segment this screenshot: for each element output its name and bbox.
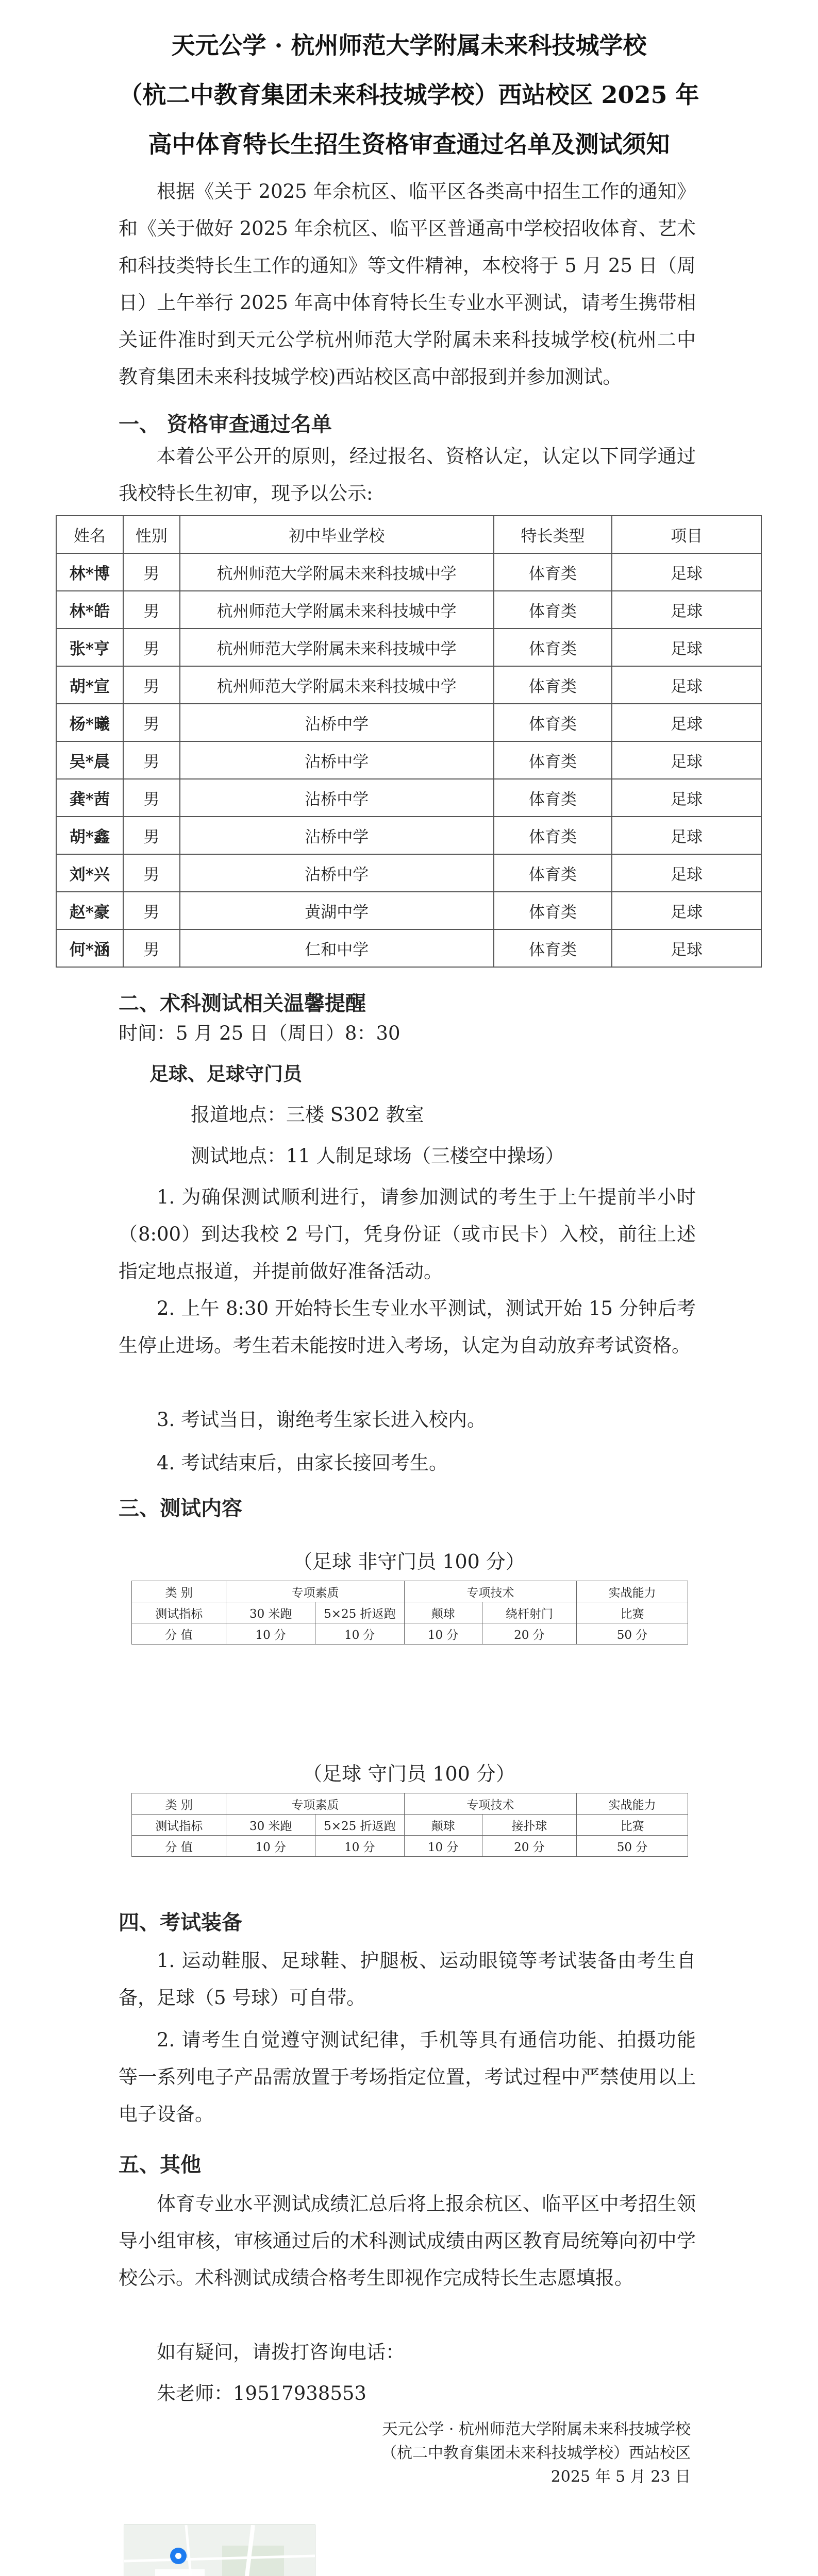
score-table-1-caption: （足球 非守门员 100 分）: [293, 1550, 525, 1573]
table-cell: 胡*鑫: [56, 817, 123, 854]
location-map: [124, 2524, 315, 2576]
note-1: 1. 为确保测试顺利进行，请参加测试的考生于上午提前半小时（8:00）到达我校 2 号门，凭身份证（或市民卡）入校，前往上述指定地点报道，并提前做好准备活动。: [119, 1186, 696, 1282]
table-cell: 体育类: [494, 704, 612, 741]
title-line-2: （杭二中教育集团未来科技城学校）西站校区 2025 年: [119, 81, 699, 109]
table-row: [56, 629, 761, 666]
table-cell: 足球: [612, 892, 761, 929]
score-cell: 分 值: [132, 1623, 226, 1645]
table-cell: 黄湖中学: [180, 892, 494, 929]
table-row: [56, 741, 761, 779]
test-time: 时间：5 月 25 日（周日）8：30: [119, 1022, 400, 1044]
section-2-heading: 二、术科测试相关温馨提醒: [119, 991, 366, 1015]
score-cell: 颠球: [404, 1815, 482, 1836]
contact-phone: 朱老师：19517938553: [157, 2382, 366, 2404]
table-cell: 男: [123, 779, 180, 817]
score-cell: 30 米跑: [226, 1602, 315, 1623]
table-cell: 杭州师范大学附属未来科技城中学: [180, 666, 494, 704]
table-row: [56, 591, 761, 629]
table-row: [56, 817, 761, 854]
contact-intro: 如有疑问，请拨打咨询电话：: [157, 2341, 405, 2363]
table-cell: 足球: [612, 553, 761, 591]
score-table-2-caption: （足球 守门员 100 分）: [303, 1762, 515, 1785]
table-cell: 沾桥中学: [180, 704, 494, 741]
section-4-heading: 四、考试装备: [119, 1910, 242, 1935]
table-cell: 杭州师范大学附属未来科技城中学: [180, 591, 494, 629]
score-cell: 20 分: [482, 1623, 576, 1645]
map-block: [222, 2546, 284, 2576]
table-cell: 沾桥中学: [180, 817, 494, 854]
intro-paragraph: 根据《关于 2025 年余杭区、临平区各类高中招生工作的通知》和《关于做好 2025 年余杭区、临平区普通高中学校招收体育、艺术和科技类特长生工作的通知》等文件精神，本校将于 5 月 25 日（周日）上午举行 2025 年高中体育特长生专业水平测试，请考生携带相关证件准时到天元公学杭州师范大学附属未来科技城学校(杭州二中教育集团未来科技城学校)西站校区高中部报到并参加测试。: [119, 180, 696, 388]
score-cell: 10 分: [315, 1623, 405, 1645]
table-cell: 男: [123, 854, 180, 892]
score-cell: 10 分: [404, 1623, 482, 1645]
score-cell: 比赛: [577, 1602, 688, 1623]
test-place: 测试地点：11 人制足球场（三楼空中操场）: [191, 1145, 564, 1167]
table-cell: 足球: [612, 779, 761, 817]
equipment-item-1: 1. 运动鞋服、足球鞋、护腿板、运动眼镜等考试装备由考生自备，足球（5 号球）可自带。: [119, 1950, 696, 2009]
table-row: [56, 929, 761, 967]
table-cell: 胡*宣: [56, 666, 123, 704]
score-cell: 类 别: [132, 1581, 226, 1602]
table-cell: 足球: [612, 929, 761, 967]
score-cell: 比赛: [577, 1815, 688, 1836]
table-cell: 杭州师范大学附属未来科技城中学: [180, 629, 494, 666]
table-cell: 体育类: [494, 854, 612, 892]
score-cell: 10 分: [226, 1836, 315, 1857]
section-5-heading: 五、其他: [119, 2153, 201, 2177]
map-pin-dot: [175, 2553, 181, 2559]
table-cell: 吴*晨: [56, 741, 123, 779]
table-cell: 赵*豪: [56, 892, 123, 929]
table-cell: 足球: [612, 817, 761, 854]
score-cell: 专项素质: [226, 1581, 404, 1602]
table-cell: 刘*兴: [56, 854, 123, 892]
signature-date: 2025 年 5 月 23 日: [550, 2468, 691, 2486]
equipment-item-2: 2. 请考生自觉遵守测试纪律，手机等具有通信功能、拍摄功能等一系列电子产品需放置于考场指定位置，考试过程中严禁使用以上电子设备。: [119, 2029, 696, 2125]
table-row: [56, 854, 761, 892]
column-header: 特长类型: [494, 516, 612, 553]
table-cell: 体育类: [494, 629, 612, 666]
table-cell: 体育类: [494, 591, 612, 629]
table-cell: 男: [123, 817, 180, 854]
score-cell: 专项技术: [404, 1793, 576, 1815]
roster-header: [56, 516, 761, 553]
table-cell: 杨*曦: [56, 704, 123, 741]
table-cell: 林*博: [56, 553, 123, 591]
score-cell: 测试指标: [132, 1815, 226, 1836]
table-cell: 体育类: [494, 929, 612, 967]
table-cell: 足球: [612, 854, 761, 892]
score-cell: 5×25 折返跑: [315, 1815, 405, 1836]
score-cell: 20 分: [482, 1836, 576, 1857]
table-cell: 林*皓: [56, 591, 123, 629]
table-cell: 足球: [612, 666, 761, 704]
note-3: 3. 考试当日，谢绝考生家长进入校内。: [157, 1409, 487, 1431]
table-cell: 男: [123, 741, 180, 779]
score-cell: 10 分: [315, 1836, 405, 1857]
section-3-heading: 三、测试内容: [119, 1496, 242, 1520]
table-cell: 何*涵: [56, 929, 123, 967]
score-cell: 50 分: [577, 1623, 688, 1645]
table-cell: 足球: [612, 741, 761, 779]
note-2: 2. 上午 8:30 开始特长生专业水平测试，测试开始 15 分钟后考生停止进场。考生若未能按时进入考场，认定为自动放弃考试资格。: [119, 1297, 696, 1357]
score-cell: 专项素质: [226, 1793, 404, 1815]
table-cell: 体育类: [494, 553, 612, 591]
title-line-3: 高中体育特长生招生资格审查通过名单及测试须知: [148, 130, 670, 158]
table-cell: 杭州师范大学附属未来科技城中学: [180, 553, 494, 591]
table-cell: 沾桥中学: [180, 854, 494, 892]
table-row: [56, 666, 761, 704]
score-cell: 实战能力: [577, 1793, 688, 1815]
section-1-intro: 本着公平公开的原则，经过报名、资格认定，认定以下同学通过我校特长生初审，现予以公示:: [119, 445, 696, 504]
column-header: 姓名: [56, 516, 123, 553]
table-cell: 男: [123, 929, 180, 967]
table-cell: 龚*茜: [56, 779, 123, 817]
table-cell: 体育类: [494, 666, 612, 704]
score-cell: 50 分: [577, 1836, 688, 1857]
table-cell: 男: [123, 629, 180, 666]
score-table-goalkeeper: [131, 1793, 688, 1857]
score-cell: 绕杆射门: [482, 1602, 576, 1623]
section-1-heading: 一、 资格审查通过名单: [119, 412, 332, 436]
score-cell: 类 别: [132, 1793, 226, 1815]
map-label-box: [155, 2569, 205, 2576]
table-cell: 沾桥中学: [180, 741, 494, 779]
score-cell: 10 分: [404, 1836, 482, 1857]
table-cell: 男: [123, 666, 180, 704]
score-cell: 实战能力: [577, 1581, 688, 1602]
score-cell: 接扑球: [482, 1815, 576, 1836]
score-cell: 5×25 折返跑: [315, 1602, 405, 1623]
table-cell: 足球: [612, 591, 761, 629]
table-cell: 体育类: [494, 741, 612, 779]
table-cell: 男: [123, 892, 180, 929]
table-cell: 沾桥中学: [180, 779, 494, 817]
signature-line-1: 天元公学 · 杭州师范大学附属未来科技城学校: [382, 2420, 691, 2438]
score-table-non-goalkeeper: [131, 1581, 688, 1645]
map-graphic: [124, 2525, 315, 2576]
table-row: [56, 779, 761, 817]
table-cell: 体育类: [494, 892, 612, 929]
table-row: [56, 892, 761, 929]
score-cell: 专项技术: [404, 1581, 576, 1602]
table-cell: 仁和中学: [180, 929, 494, 967]
signature-line-2: （杭二中教育集团未来科技城学校）西站校区: [381, 2444, 691, 2462]
section-5-paragraph: 体育专业水平测试成绩汇总后将上报余杭区、临平区中考招生领导小组审核，审核通过后的术科测试成绩由两区教育局统筹向初中学校公示。术科测试成绩合格考生即视作完成特长生志愿填报。: [119, 2193, 696, 2289]
score-cell: 测试指标: [132, 1602, 226, 1623]
table-row: [56, 704, 761, 741]
table-cell: 男: [123, 553, 180, 591]
test-subject: 足球、足球守门员: [149, 1062, 302, 1085]
title-line-1: 天元公学 · 杭州师范大学附属未来科技城学校: [171, 31, 647, 59]
map-background: [124, 2525, 315, 2576]
score-cell: 分 值: [132, 1836, 226, 1857]
column-header: 性别: [123, 516, 180, 553]
table-cell: 体育类: [494, 779, 612, 817]
column-header: 初中毕业学校: [180, 516, 494, 553]
roster-body: [56, 553, 761, 967]
table-cell: 体育类: [494, 817, 612, 854]
score-cell: 颠球: [404, 1602, 482, 1623]
table-cell: 足球: [612, 629, 761, 666]
column-header: 项目: [612, 516, 761, 553]
table-row: [56, 553, 761, 591]
table-cell: 足球: [612, 704, 761, 741]
report-place: 报道地点：三楼 S302 教室: [191, 1104, 424, 1126]
score-cell: 30 米跑: [226, 1815, 315, 1836]
table-cell: 男: [123, 591, 180, 629]
roster-table: [56, 515, 762, 968]
note-4: 4. 考试结束后，由家长接回考生。: [157, 1452, 448, 1474]
score-cell: 10 分: [226, 1623, 315, 1645]
table-cell: 张*亨: [56, 629, 123, 666]
table-cell: 男: [123, 704, 180, 741]
